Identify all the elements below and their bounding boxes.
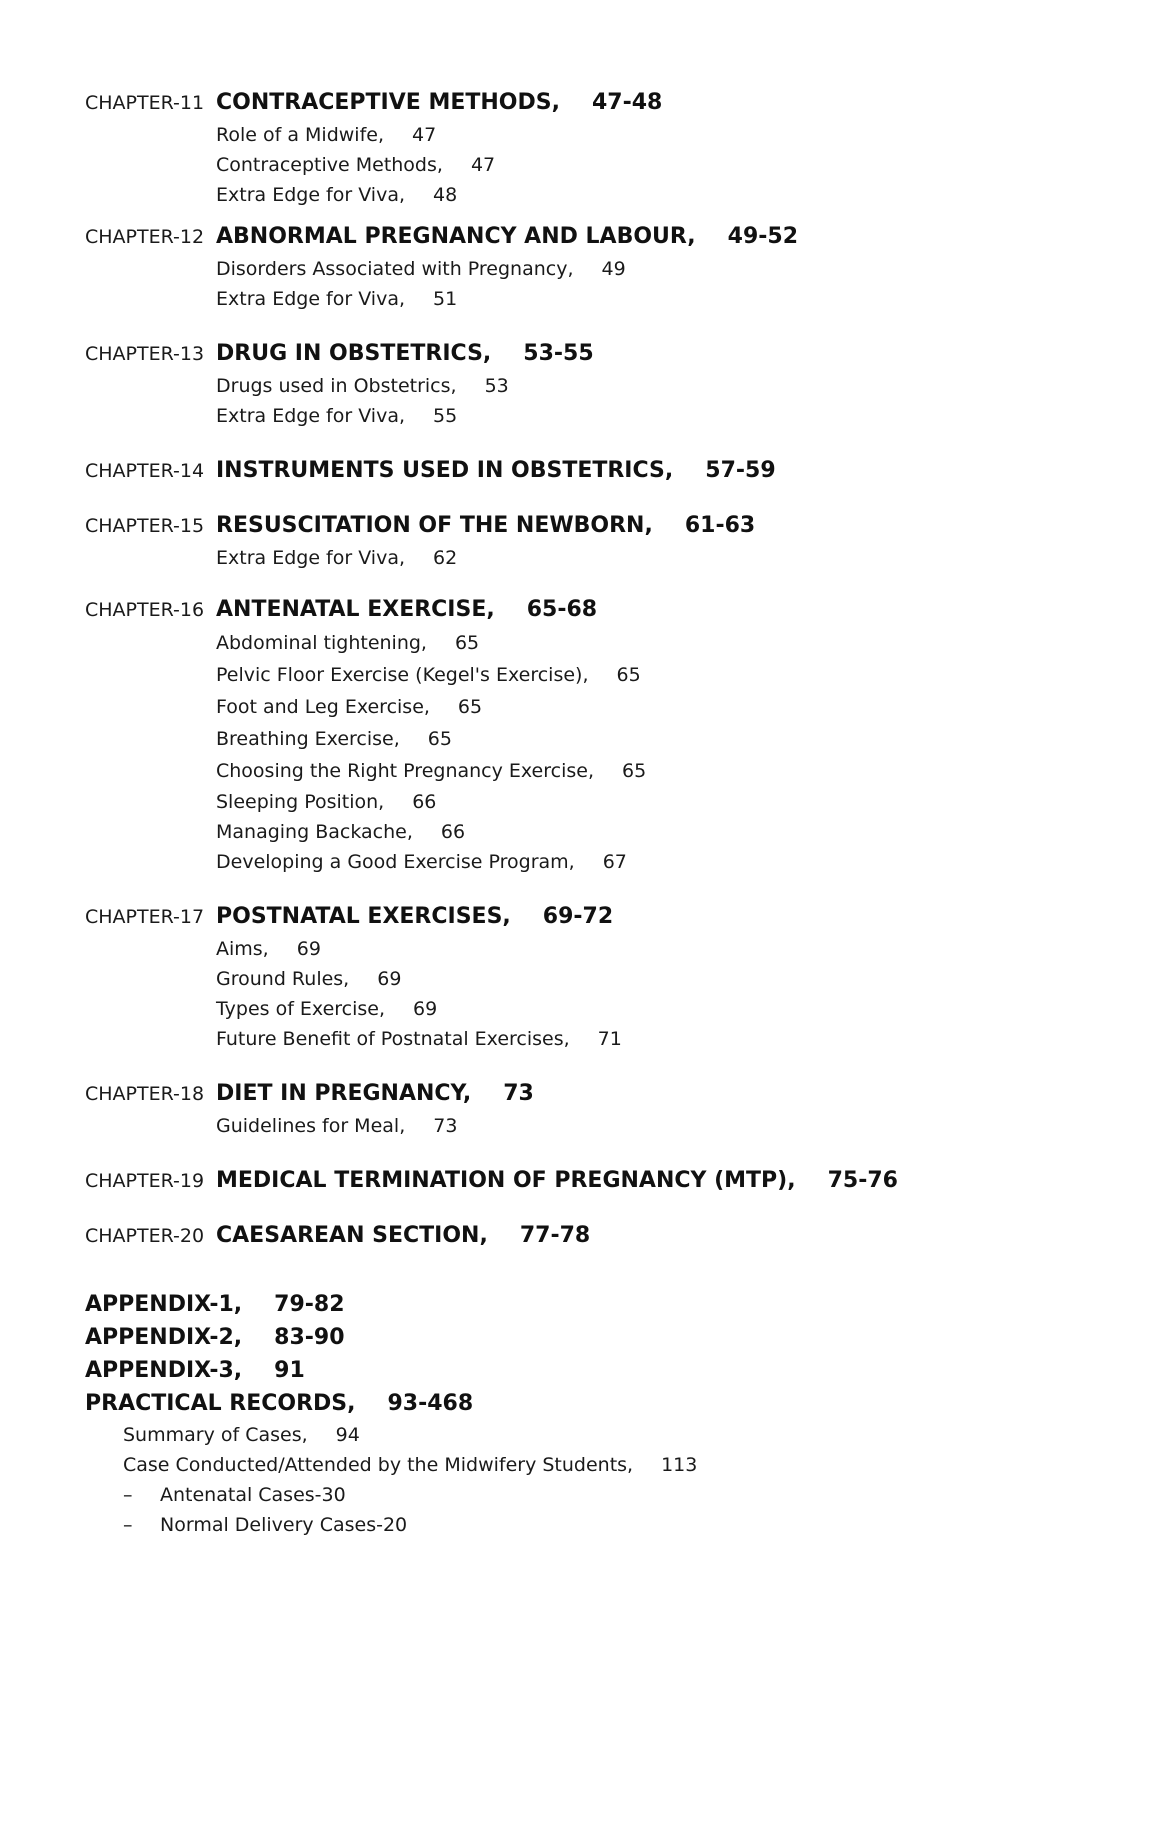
- chapter-label: CHAPTER-14: [85, 460, 205, 482]
- record-title: Case Conducted/Attended by the Midwifery Students,: [123, 1454, 634, 1476]
- section-item: [216, 934, 1085, 964]
- section-title: Foot and Leg Exercise,: [216, 696, 430, 718]
- appendix-entry: [85, 1288, 697, 1321]
- section-title: Extra Edge for Viva,: [216, 547, 405, 569]
- section-title: Guidelines for Meal,: [216, 1115, 406, 1137]
- section-list: [216, 371, 1085, 431]
- section-list: [216, 543, 1085, 573]
- dash-bullet: –: [123, 1514, 133, 1536]
- section-page: 49: [601, 258, 626, 280]
- appendix-title: APPENDIX-2,: [85, 1325, 243, 1350]
- chapter-entry: [85, 513, 1085, 573]
- section-page: 66: [440, 821, 466, 843]
- chapter-pages: 73: [503, 1081, 534, 1106]
- section-page: 51: [433, 288, 458, 310]
- section-title: Extra Edge for Viva,: [216, 184, 405, 206]
- chapter-pages: 77-78: [519, 1223, 591, 1248]
- practical-records-item: [123, 1420, 697, 1450]
- chapter-heading: [85, 1223, 1085, 1253]
- chapter-label: CHAPTER-16: [85, 599, 205, 621]
- section-item: [216, 180, 1085, 210]
- chapter-title: DIET IN PREGNANCY,: [216, 1081, 472, 1106]
- section-item: [216, 723, 1085, 755]
- section-list: [216, 934, 1085, 1054]
- chapter-entry: [85, 1223, 1085, 1253]
- chapter-label: CHAPTER-11: [85, 92, 205, 114]
- chapter-label: CHAPTER-15: [85, 515, 205, 537]
- chapter-label: CHAPTER-18: [85, 1083, 205, 1105]
- chapter-entry: [85, 597, 1085, 877]
- section-page: 65: [427, 728, 452, 750]
- section-title: Extra Edge for Viva,: [216, 288, 405, 310]
- section-page: 69: [377, 968, 402, 990]
- section-list: [216, 627, 1085, 877]
- chapter-entry: [85, 224, 1085, 314]
- chapter-label: CHAPTER-13: [85, 343, 205, 365]
- section-title: Disorders Associated with Pregnancy,: [216, 258, 574, 280]
- section-title: Types of Exercise,: [216, 998, 386, 1020]
- chapter-title: ANTENATAL EXERCISE,: [216, 597, 495, 622]
- chapter-pages: 69-72: [542, 904, 614, 929]
- section-page: 73: [433, 1115, 458, 1137]
- appendix-section: [85, 1288, 697, 1540]
- section-page: 67: [602, 851, 627, 873]
- section-item: [216, 150, 1085, 180]
- chapter-entry: [85, 1168, 1085, 1198]
- chapter-pages: 53-55: [523, 341, 594, 366]
- chapter-heading: [85, 597, 1085, 627]
- chapter-heading: [85, 458, 1085, 488]
- section-item: [216, 254, 1085, 284]
- section-page: 65: [454, 632, 480, 654]
- chapter-heading: [85, 224, 1085, 254]
- chapter-label: CHAPTER-20: [85, 1225, 205, 1247]
- section-title: Sleeping Position,: [216, 791, 385, 813]
- case-list-item: [123, 1480, 697, 1510]
- chapter-heading: [85, 1168, 1085, 1198]
- section-item: [216, 787, 1085, 817]
- section-page: 53: [484, 375, 509, 397]
- chapter-entry: [85, 1081, 1085, 1141]
- chapter-entry: [85, 341, 1085, 431]
- chapter-title: CAESAREAN SECTION,: [216, 1223, 488, 1248]
- appendix-title: APPENDIX-3,: [85, 1358, 243, 1383]
- section-item: [216, 627, 1085, 659]
- section-title: Role of a Midwife,: [216, 124, 384, 146]
- section-item: [216, 847, 1085, 877]
- section-item: [216, 817, 1085, 847]
- section-page: 62: [433, 547, 458, 569]
- chapter-entry: [85, 90, 1085, 210]
- section-page: 69: [413, 998, 438, 1020]
- section-item: [216, 1111, 1085, 1141]
- chapter-entry: [85, 458, 1085, 488]
- appendix-entry: [85, 1321, 697, 1354]
- section-title: Future Benefit of Postnatal Exercises,: [216, 1028, 570, 1050]
- section-item: [216, 120, 1085, 150]
- section-page: 55: [433, 405, 458, 427]
- section-page: 66: [412, 791, 437, 813]
- chapter-pages: 57-59: [705, 458, 776, 483]
- practical-records-pages: 93-468: [387, 1391, 474, 1416]
- chapter-title: POSTNATAL EXERCISES,: [216, 904, 511, 929]
- section-title: Ground Rules,: [216, 968, 350, 990]
- chapter-pages: 65-68: [526, 597, 598, 622]
- chapter-title: MEDICAL TERMINATION OF PREGNANCY (MTP),: [216, 1168, 796, 1193]
- chapter-pages: 75-76: [827, 1168, 898, 1193]
- section-item: [216, 1024, 1085, 1054]
- chapter-label: CHAPTER-19: [85, 1170, 205, 1192]
- record-page: 94: [335, 1424, 360, 1446]
- record-title: Summary of Cases,: [123, 1424, 308, 1446]
- chapter-title: INSTRUMENTS USED IN OBSTETRICS,: [216, 458, 674, 483]
- section-title: Managing Backache,: [216, 821, 413, 843]
- appendix-pages: 83-90: [274, 1325, 345, 1350]
- chapter-entry: [85, 904, 1085, 1054]
- section-title: Abdominal tightening,: [216, 632, 427, 654]
- section-page: 71: [597, 1028, 622, 1050]
- case-title: Antenatal Cases-30: [160, 1484, 346, 1506]
- section-title: Drugs used in Obstetrics,: [216, 375, 457, 397]
- case-title: Normal Delivery Cases-20: [160, 1514, 408, 1536]
- case-list-item: [123, 1510, 697, 1540]
- section-page: 48: [433, 184, 458, 206]
- section-page: 69: [296, 938, 321, 960]
- appendix-title: APPENDIX-1,: [85, 1292, 243, 1317]
- section-item: [216, 371, 1085, 401]
- section-page: 47: [412, 124, 437, 146]
- section-title: Choosing the Right Pregnancy Exercise,: [216, 760, 594, 782]
- practical-records-item: [123, 1450, 697, 1480]
- chapter-title: RESUSCITATION OF THE NEWBORN,: [216, 513, 653, 538]
- section-item: [216, 284, 1085, 314]
- chapter-title: DRUG IN OBSTETRICS,: [216, 341, 492, 366]
- chapter-label: CHAPTER-17: [85, 906, 205, 928]
- chapter-heading: [85, 904, 1085, 934]
- dash-bullet: –: [123, 1484, 133, 1506]
- section-title: Contraceptive Methods,: [216, 154, 443, 176]
- chapter-label: CHAPTER-12: [85, 226, 205, 248]
- section-title: Developing a Good Exercise Program,: [216, 851, 575, 873]
- section-item: [216, 994, 1085, 1024]
- chapter-pages: 61-63: [684, 513, 756, 538]
- section-title: Aims,: [216, 938, 269, 960]
- section-page: 47: [470, 154, 496, 176]
- section-list: [216, 254, 1085, 314]
- chapter-heading: [85, 513, 1085, 543]
- section-item: [216, 401, 1085, 431]
- section-title: Extra Edge for Viva,: [216, 405, 405, 427]
- section-item: [216, 659, 1085, 691]
- chapter-heading: [85, 1081, 1085, 1111]
- practical-records-list: [123, 1420, 697, 1540]
- section-title: Pelvic Floor Exercise (Kegel's Exercise),: [216, 664, 589, 686]
- section-item: [216, 964, 1085, 994]
- chapter-pages: 49-52: [727, 224, 799, 249]
- practical-records-heading: [85, 1387, 697, 1420]
- practical-records-title: PRACTICAL RECORDS,: [85, 1391, 356, 1416]
- chapter-heading: [85, 341, 1085, 371]
- section-item: [216, 755, 1085, 787]
- appendix-pages: 79-82: [274, 1292, 345, 1317]
- appendix-entry: [85, 1354, 697, 1387]
- record-page: 113: [661, 1454, 698, 1476]
- section-page: 65: [457, 696, 483, 718]
- appendix-pages: 91: [274, 1358, 305, 1383]
- section-page: 65: [616, 664, 641, 686]
- chapter-title: CONTRACEPTIVE METHODS,: [216, 90, 560, 115]
- section-list: [216, 120, 1085, 210]
- section-list: [216, 1111, 1085, 1141]
- chapter-pages: 47-48: [591, 90, 663, 115]
- section-page: 65: [622, 760, 647, 782]
- section-item: [216, 543, 1085, 573]
- chapter-title: ABNORMAL PREGNANCY AND LABOUR,: [216, 224, 696, 249]
- section-item: [216, 691, 1085, 723]
- chapter-heading: [85, 90, 1085, 120]
- section-title: Breathing Exercise,: [216, 728, 400, 750]
